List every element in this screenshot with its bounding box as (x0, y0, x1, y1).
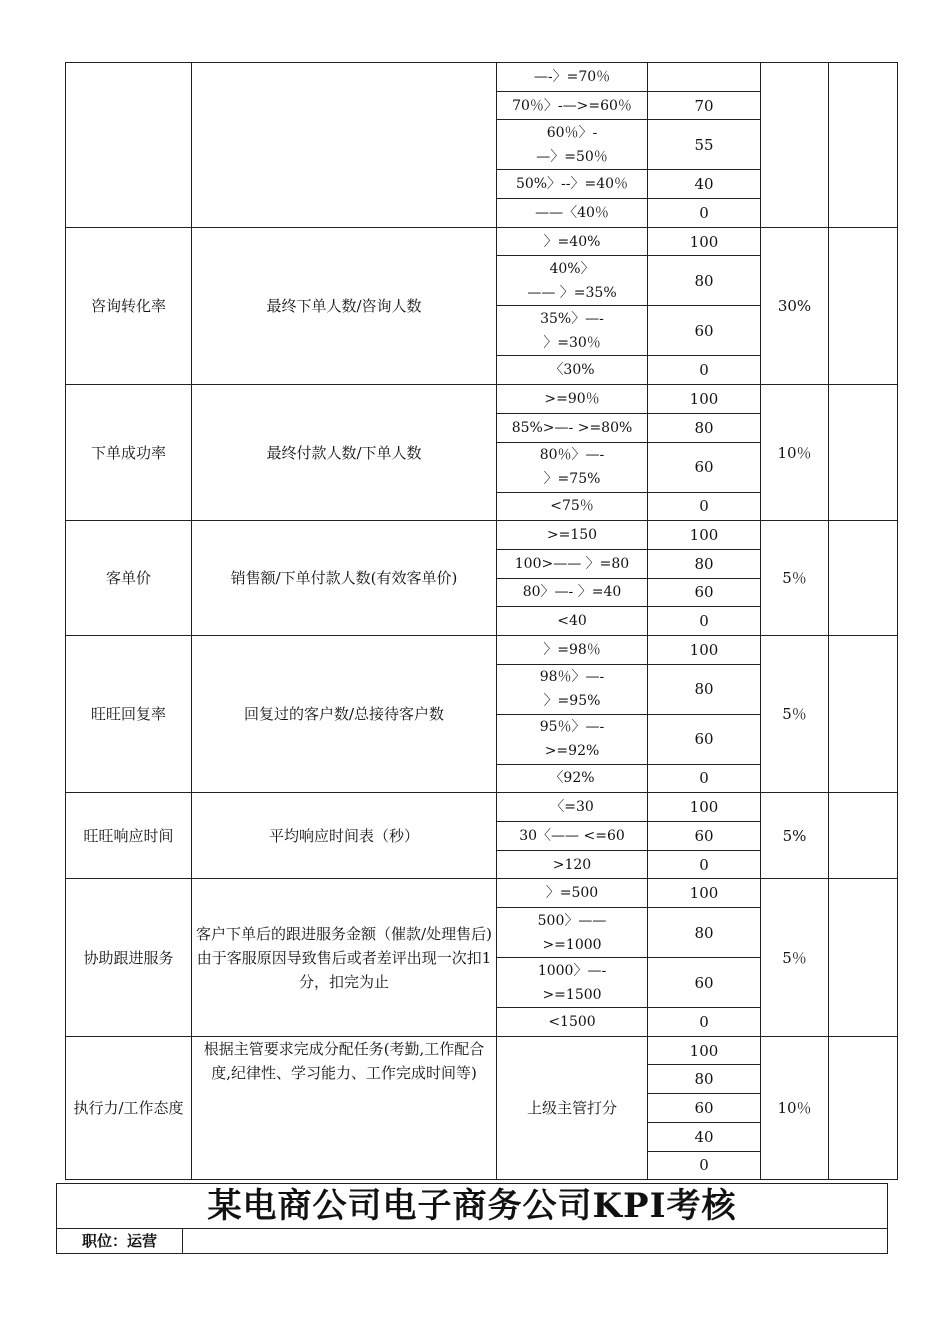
result-cell (829, 1036, 898, 1179)
score-cell: 0 (648, 850, 761, 879)
kpi-name-cell: 旺旺回复率 (66, 635, 192, 792)
weight-cell: 5％ (761, 879, 829, 1036)
table-row (66, 635, 898, 664)
criterion-cell: 〉=98％ (497, 635, 648, 664)
weight-cell (761, 63, 829, 228)
score-cell: 0 (648, 764, 761, 793)
kpi-formula-cell: 销售额/下单付款人数(有效客单价) (192, 521, 497, 636)
result-cell (829, 635, 898, 792)
criterion-cell: <75％ (497, 492, 648, 521)
score-cell: 100 (648, 879, 761, 908)
result-cell (829, 793, 898, 879)
criterion-cell: —-〉=70％ (497, 63, 648, 92)
criterion-cell: 〈=30 (497, 793, 648, 822)
score-cell: 100 (648, 385, 761, 414)
kpi-name-cell (66, 63, 192, 228)
kpi-table (65, 62, 898, 1180)
score-cell: 60 (648, 1094, 761, 1123)
position-label: 职位：运营 (57, 1229, 183, 1254)
criterion-cell: 70％〉-—>=60％ (497, 91, 648, 120)
score-cell: 100 (648, 1036, 761, 1065)
kpi-formula-cell (192, 63, 497, 228)
kpi-table-body (66, 63, 898, 1180)
score-cell: 60 (648, 714, 761, 764)
table-row (66, 63, 898, 92)
criterion-cell: 95％〉—- >=92% (497, 714, 648, 764)
score-cell: 70 (648, 91, 761, 120)
score-cell: 60 (648, 442, 761, 492)
score-cell: 40 (648, 170, 761, 199)
criterion-cell: 〉=500 (497, 879, 648, 908)
criterion-cell: 30〈—— <=60 (497, 822, 648, 851)
kpi-name-cell: 旺旺响应时间 (66, 793, 192, 879)
score-cell: 55 (648, 120, 761, 170)
table-row (66, 1036, 898, 1065)
score-cell: 60 (648, 822, 761, 851)
criterion-cell: >=150 (497, 521, 648, 550)
score-cell: 0 (648, 607, 761, 636)
weight-cell: 5％ (761, 521, 829, 636)
table-row (66, 521, 898, 550)
kpi-formula-cell: 最终下单人数/咨询人数 (192, 227, 497, 384)
table-row (66, 793, 898, 822)
criterion-cell: ——〈40％ (497, 199, 648, 228)
result-cell (829, 521, 898, 636)
table-row (66, 879, 898, 908)
score-cell: 0 (648, 1008, 761, 1037)
footer-position-row (57, 1229, 888, 1254)
kpi-formula-cell: 根据主管要求完成分配任务(考勤,工作配合度,纪律性、学习能力、工作完成时间等) (192, 1036, 497, 1179)
position-value (183, 1229, 888, 1254)
criterion-cell: <40 (497, 607, 648, 636)
score-cell: 0 (648, 1151, 761, 1180)
score-cell: 0 (648, 356, 761, 385)
criterion-cell: 60％〉- —〉=50％ (497, 120, 648, 170)
weight-cell: 10％ (761, 1036, 829, 1179)
weight-cell: 10％ (761, 385, 829, 521)
weight-cell: 30% (761, 227, 829, 384)
criterion-cell: 〈92% (497, 764, 648, 793)
criterion-cell: >120 (497, 850, 648, 879)
kpi-name-cell: 执行力/工作态度 (66, 1036, 192, 1179)
kpi-formula-cell: 客户下单后的跟进服务金额（催款/处理售后)由于客服原因导致售后或者差评出现一次扣1分，扣完为止 (192, 879, 497, 1036)
score-cell: 80 (648, 549, 761, 578)
criterion-cell: 80〉—- 〉=40 (497, 578, 648, 607)
result-cell (829, 63, 898, 228)
score-cell: 100 (648, 227, 761, 256)
result-cell (829, 227, 898, 384)
criterion-cell: 35%〉—- 〉=30％ (497, 306, 648, 356)
criterion-cell: >=90％ (497, 385, 648, 414)
kpi-formula-cell: 平均响应时间表（秒） (192, 793, 497, 879)
score-cell: 0 (648, 492, 761, 521)
kpi-name-cell: 协助跟进服务 (66, 879, 192, 1036)
criterion-cell: 80％〉—- 〉=75% (497, 442, 648, 492)
score-cell: 80 (648, 256, 761, 306)
criterion-cell: 〈30% (497, 356, 648, 385)
score-cell: 80 (648, 1065, 761, 1094)
table-row (66, 227, 898, 256)
result-cell (829, 385, 898, 521)
score-cell: 80 (648, 664, 761, 714)
score-cell: 100 (648, 521, 761, 550)
score-cell: 100 (648, 635, 761, 664)
criterion-cell: 〉=40% (497, 227, 648, 256)
score-cell: 40 (648, 1122, 761, 1151)
criterion-cell: 100>—— 〉=80 (497, 549, 648, 578)
score-cell: 60 (648, 578, 761, 607)
criterion-cell: 98％〉—- 〉=95% (497, 664, 648, 714)
table-row (66, 385, 898, 414)
criterion-cell: 85%>—- >=80% (497, 413, 648, 442)
result-cell (829, 879, 898, 1036)
criterion-cell: 50%〉--〉=40％ (497, 170, 648, 199)
score-cell: 80 (648, 413, 761, 442)
footer-title-row (57, 1184, 888, 1229)
weight-cell: 5％ (761, 635, 829, 792)
document-title: 某电商公司电子商务公司KPI考核 (57, 1184, 888, 1229)
score-cell: 60 (648, 306, 761, 356)
weight-cell: 5% (761, 793, 829, 879)
score-cell: 80 (648, 908, 761, 958)
criterion-cell: <1500 (497, 1008, 648, 1037)
kpi-name-cell: 下单成功率 (66, 385, 192, 521)
score-cell: 0 (648, 199, 761, 228)
score-cell: 100 (648, 793, 761, 822)
criterion-cell: 500〉—— >=1000 (497, 908, 648, 958)
kpi-name-cell: 咨询转化率 (66, 227, 192, 384)
kpi-name-cell: 客单价 (66, 521, 192, 636)
footer-table (56, 1183, 888, 1254)
score-cell (648, 63, 761, 92)
criterion-cell: 1000〉—- >=1500 (497, 958, 648, 1008)
kpi-formula-cell: 回复过的客户数/总接待客户数 (192, 635, 497, 792)
kpi-formula-cell: 最终付款人数/下单人数 (192, 385, 497, 521)
criterion-cell: 上级主管打分 (497, 1036, 648, 1179)
score-cell: 60 (648, 958, 761, 1008)
criterion-cell: 40%〉 —— 〉=35% (497, 256, 648, 306)
